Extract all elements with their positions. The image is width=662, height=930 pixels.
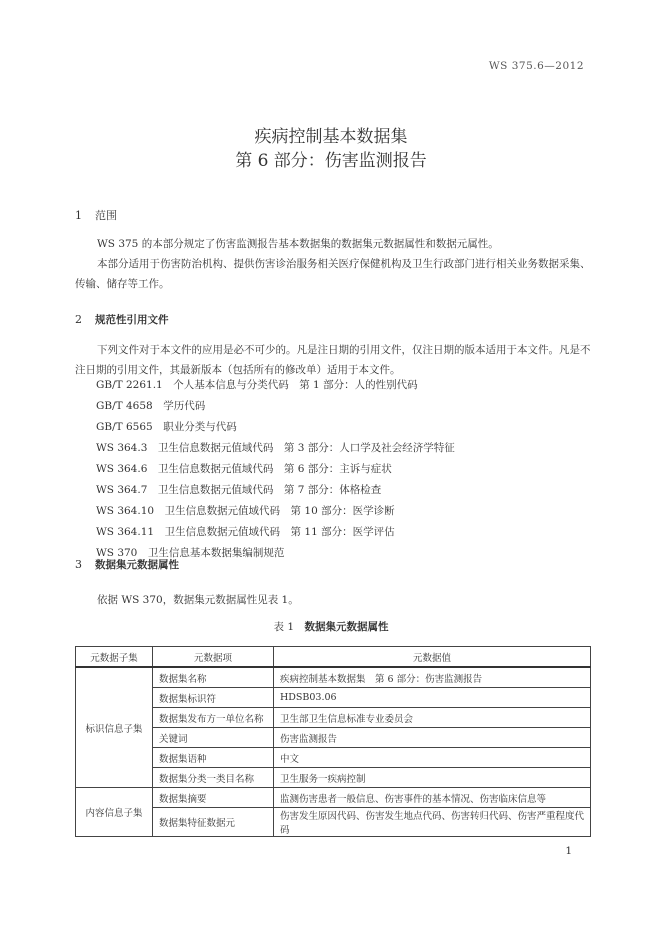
reference-item: GB/T 4658 学历代码 <box>96 400 206 412</box>
reference-item: GB/T 6565 职业分类与代码 <box>96 421 237 433</box>
metadata-value: HDSB03.06 <box>274 688 591 708</box>
reference-item: WS 364.7 卫生信息数据元值域代码 第 7 部分：体格检查 <box>96 484 382 496</box>
section-title: 数据集元数据属性 <box>95 559 179 571</box>
table-caption <box>0 619 662 634</box>
table-row <box>76 808 591 837</box>
section-2-heading <box>75 312 169 327</box>
metadata-value: 伤害发生原因代码、伤害发生地点代码、伤害转归代码、伤害严重程度代码 <box>274 808 591 837</box>
standard-code: WS 375.6—2012 <box>488 60 584 72</box>
metadata-value: 监测伤害患者一般信息、伤害事件的基本情况、伤害临床信息等 <box>274 788 591 808</box>
metadata-value: 卫生服务一疾病控制 <box>274 768 591 788</box>
section-1-heading <box>75 207 117 223</box>
column-header: 元数据项 <box>153 647 274 668</box>
metadata-item: 数据集特征数据元 <box>153 808 274 837</box>
section-number: 3 <box>75 558 82 571</box>
table-title: 数据集元数据属性 <box>304 621 389 633</box>
table-number: 表 1 <box>273 621 295 633</box>
table-row <box>76 768 591 788</box>
table-row <box>76 728 591 748</box>
metadata-item: 数据集分类一类目名称 <box>153 768 274 788</box>
table-header-row <box>76 647 591 668</box>
column-header: 元数据值 <box>274 647 591 668</box>
table-row <box>76 748 591 768</box>
metadata-value: 卫生部卫生信息标准专业委员会 <box>274 708 591 728</box>
section-number: 2 <box>75 313 82 326</box>
group-label-content: 内容信息子集 <box>76 788 153 837</box>
section-number: 1 <box>75 209 82 222</box>
table-row <box>76 708 591 728</box>
section-2-intro: 下列文件对于本文件的应用是必不可少的。凡是注日期的引用文件，仅注日期的版本适用于本文件。凡是不注日期的引用文件，其最新版本（包括所有的修改单）适用于本文件。 <box>75 344 591 376</box>
metadata-item: 数据集摘要 <box>153 788 274 808</box>
section-3-heading <box>75 557 179 572</box>
reference-item: WS 364.3 卫生信息数据元值域代码 第 3 部分：人口学及社会经济学特征 <box>96 442 455 454</box>
table-row <box>76 688 591 708</box>
table-row <box>76 788 591 808</box>
metadata-item: 数据集名称 <box>153 667 274 688</box>
metadata-item: 数据集语种 <box>153 748 274 768</box>
metadata-item: 关键词 <box>153 728 274 748</box>
table-row <box>76 667 591 688</box>
section-3-intro: 依据 WS 370，数据集元数据属性见表 1。 <box>97 594 299 606</box>
section-1-paragraph-2: 本部分适用于伤害防治机构、提供伤害诊治服务相关医疗保健机构及卫生行政部门进行相关业务数据采集、传输、储存等工作。 <box>75 258 591 290</box>
section-title: 规范性引用文件 <box>95 314 169 326</box>
metadata-item: 数据集标识符 <box>153 688 274 708</box>
section-title: 范围 <box>95 209 117 222</box>
reference-item: WS 364.11 卫生信息数据元值域代码 第 11 部分：医学评估 <box>96 526 395 538</box>
column-header: 元数据子集 <box>76 647 153 668</box>
group-label-identification: 标识信息子集 <box>76 667 153 788</box>
metadata-item: 数据集发布方一单位名称 <box>153 708 274 728</box>
document-title: 疾病控制基本数据集 <box>254 127 408 147</box>
document-subtitle: 第 6 部分：伤害监测报告 <box>235 151 427 171</box>
metadata-value: 伤害监测报告 <box>274 728 591 748</box>
metadata-value: 疾病控制基本数据集 第 6 部分：伤害监测报告 <box>274 667 591 688</box>
page-number: 1 <box>565 845 572 857</box>
reference-item: WS 364.10 卫生信息数据元值域代码 第 10 部分：医学诊断 <box>96 505 395 517</box>
reference-item: GB/T 2261.1 个人基本信息与分类代码 第 1 部分：人的性别代码 <box>96 379 418 391</box>
reference-item: WS 364.6 卫生信息数据元值域代码 第 6 部分：主诉与症状 <box>96 463 392 475</box>
metadata-table <box>75 646 591 837</box>
section-1-paragraph-1: WS 375 的本部分规定了伤害监测报告基本数据集的数据集元数据属性和数据元属性。 <box>97 238 499 250</box>
metadata-value: 中文 <box>274 748 591 768</box>
reference-item: WS 370 卫生信息基本数据集编制规范 <box>96 547 285 559</box>
